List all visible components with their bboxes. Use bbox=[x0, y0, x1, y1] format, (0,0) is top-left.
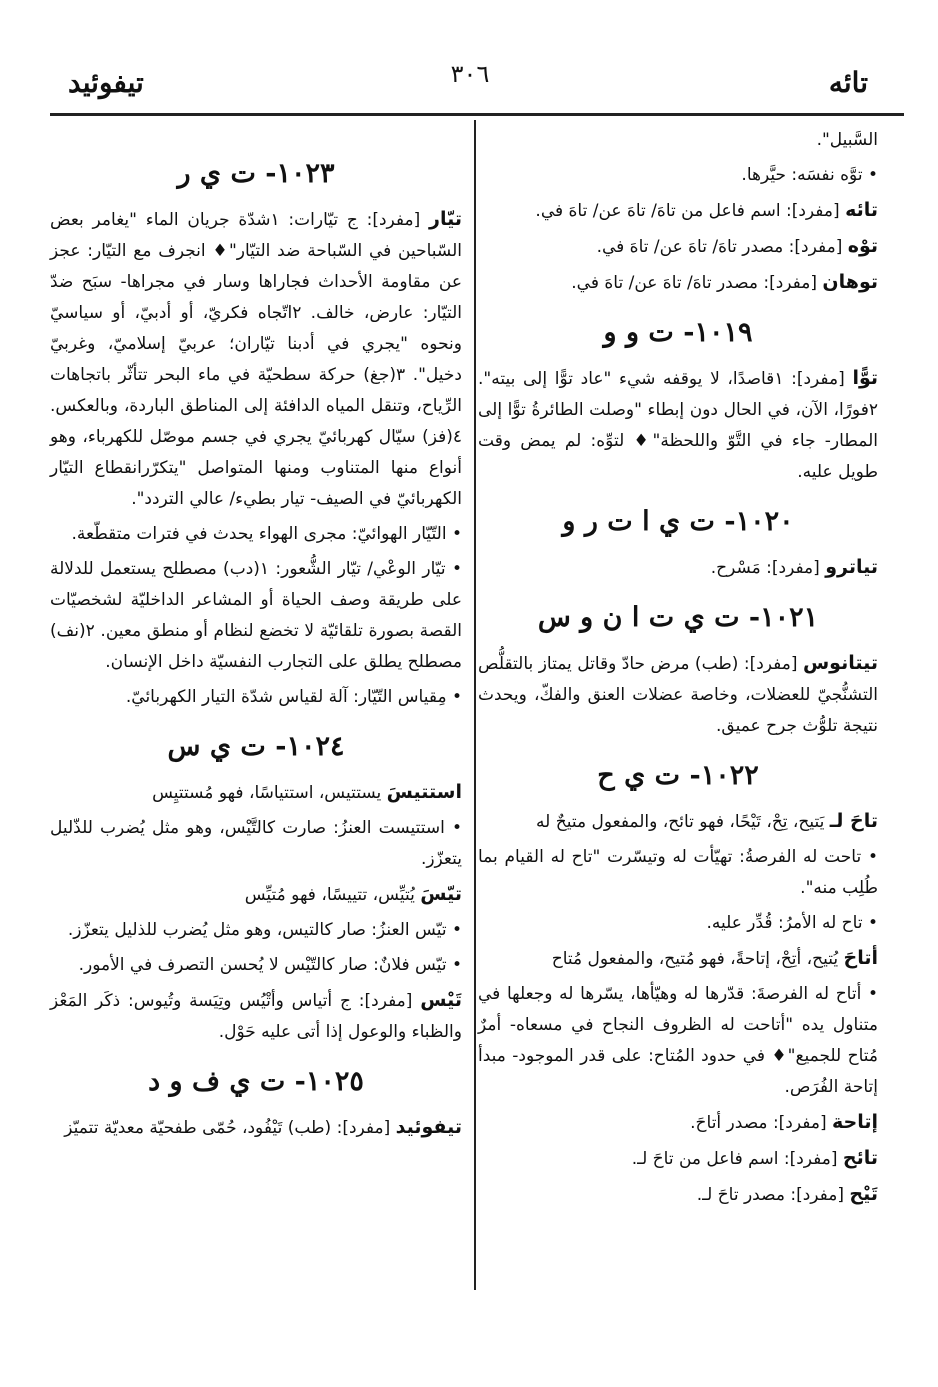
headword: إتاحة bbox=[832, 1111, 878, 1133]
definition-text: [مفرد]: مصدر أتاحَ. bbox=[690, 1113, 832, 1133]
root-section-heading: ١٠٢٣- ت ي ر bbox=[177, 158, 335, 189]
dictionary-entry bbox=[478, 363, 878, 488]
dictionary-entry bbox=[478, 1143, 878, 1175]
headword: توًّا bbox=[852, 367, 878, 389]
dictionary-entry bbox=[50, 879, 462, 911]
root-section-heading: ١٠٢٢- ت ي ح bbox=[597, 760, 759, 791]
sub-entry bbox=[478, 979, 878, 1103]
dictionary-entry bbox=[478, 125, 878, 156]
dictionary-entry bbox=[478, 231, 878, 263]
dictionary-entry bbox=[478, 806, 878, 838]
header-left-word: تيفوئيد bbox=[68, 66, 144, 99]
root-section-heading: ١٠٢٥- ت ي ف و د bbox=[148, 1066, 364, 1097]
root-section-heading: ١٠٢١- ت ي ت ا ن و س bbox=[537, 602, 819, 633]
definition-text: مِقياس التّيّار: آلة لقياس شدّة التيار الكهربائيّ. bbox=[125, 687, 447, 707]
header-right-word: تائه bbox=[828, 66, 868, 99]
definition-text: [مفرد]: (طب) تَيْفُود، حُمّى طفحيّة معديّة تتميّز bbox=[64, 1118, 396, 1138]
definition-text: تاحت له الفرصةُ: تهيّأت له وتيسّرت "تاح له القيام بما طُلِب منه". bbox=[478, 847, 878, 898]
headword: تيتانوس bbox=[802, 652, 878, 674]
headword: تياترو bbox=[825, 556, 878, 578]
sub-entry bbox=[50, 813, 462, 875]
definition-text: [مفرد]: مصدر تاحَ لـ. bbox=[696, 1185, 850, 1205]
dictionary-entry bbox=[478, 195, 878, 227]
headword: تاحَ لـ bbox=[829, 810, 878, 832]
dictionary-entry bbox=[50, 777, 462, 809]
header-rule bbox=[50, 113, 904, 116]
dictionary-entry bbox=[478, 648, 878, 742]
definition-text: يَتيح، تِحْ، تَيْحًا، فهو تائح، والمفعول متيحٌ له bbox=[536, 812, 830, 832]
definition-text: [مفرد]: (طب) مرض حادّ وقاتل يمتاز بالتقلُّص التشنُّجيّ للعضلات، وخاصة عضلات العنق والفكّ، ويحدث نتيجة تلوُّث جرح عميق. bbox=[478, 654, 878, 736]
definition-text: [مفرد]: ج أتياس وأتْيُس وتِيَسة وتُيوس: ذكَر المَعْز والظباء والوعول إذا أتى عليه حَوْل. bbox=[50, 991, 462, 1042]
dictionary-entry bbox=[50, 985, 462, 1048]
headword: تيّسَ bbox=[420, 883, 462, 905]
definition-text: [مفرد]: مصدر تاهَ/ تاهَ عن/ تاهَ في. bbox=[596, 237, 848, 257]
root-section-heading: ١٠١٩- ت و و bbox=[603, 317, 753, 348]
sub-entry bbox=[50, 554, 462, 678]
headword: تائح bbox=[842, 1147, 878, 1169]
definition-text: توَّه نفسَه: حيَّرها. bbox=[741, 165, 863, 185]
definition-text: [مفرد]: ج تيّارات: ١شدّة جريان الماء "يغامر بعض السّباحين في السّباحة ضد التيّار"♦ انجرف مع التيّار: عجز عن مقاومة الأحداث فجاراها وسار في مجراها- سبَح ضدّ التيّار: عارض، خالف. ٢اتّجاه فكريّ، أو أدبيّ، أو سياسيّ ونحوه "يجري في أدبنا تيّاران؛ عربيّ إسلاميّ، وغربيّ دخيل". ٣(جغ) حركة سطحيّة في ماء البحر تتأثّر باتجاهات الرِّياح، وتنقل المياه الدافئة إلى المناطق الباردة، وبالعكس. ٤(فز) سيّال كهربائيّ يجري في جسم موصّل للكهرباء، وهو أنواع منها المتناوب ومنها المتواصل "يتكرّرانقطاع التيّار الكهربائيّ في الصيف- تيار بطيء/ عالي التردد". bbox=[50, 210, 462, 509]
headword: تيّار bbox=[429, 208, 462, 230]
definition-text: تيّس العنزُ: صار كالتيس، وهو مثل يُضرب للذليل يتعزّز. bbox=[67, 920, 447, 940]
root-section-heading: ١٠٢٠- ت ي ا ت ر و bbox=[562, 506, 794, 537]
headword: تيفوئيد bbox=[395, 1116, 462, 1138]
definition-text: يستتيس، استتياسًا، فهو مُستتيِس bbox=[152, 783, 387, 803]
page-number: ٣٠٦ bbox=[450, 60, 490, 88]
definition-text: التّيّار الهوائيّ: مجرى الهواء يحدث في فترات متقطّعة. bbox=[71, 524, 447, 544]
right-column bbox=[478, 125, 878, 1211]
headword: أتاحَ bbox=[843, 947, 878, 969]
headword: تائه bbox=[845, 199, 878, 221]
dictionary-entry bbox=[478, 943, 878, 975]
definition-text: يُتيِّس، تتييسًا، فهو مُتيِّس bbox=[244, 885, 421, 905]
dictionary-entry bbox=[478, 552, 878, 584]
definition-text: استتيست العنزُ: صارت كالتَّيْس، وهو مثل يُضرب للذّليل يتعزّز. bbox=[50, 818, 462, 869]
sub-entry bbox=[50, 682, 462, 713]
definition-text: يُتيح، أتِحْ، إتاحةً، فهو مُتيح، والمفعول مُتاح bbox=[551, 949, 844, 969]
definition-text: [مفرد]: اسم فاعل من تاحَ لـ. bbox=[631, 1149, 843, 1169]
sub-entry bbox=[478, 908, 878, 939]
headword: تَيْح bbox=[849, 1183, 878, 1205]
sub-entry bbox=[50, 915, 462, 946]
definition-text: [مفرد]: مصدر تاهَ/ تاهَ عن/ تاهَ في. bbox=[571, 273, 823, 293]
definition-text: [مفرد]: مَسْرح. bbox=[710, 558, 826, 578]
headword: توْه bbox=[847, 235, 878, 257]
sub-entry bbox=[50, 519, 462, 550]
headword: استتيسَ bbox=[386, 781, 462, 803]
dictionary-entry bbox=[50, 1112, 462, 1144]
definition-text: تاح له الأمرُ: قُدِّر عليه. bbox=[706, 913, 863, 933]
column-divider bbox=[474, 120, 476, 1290]
dictionary-entry bbox=[478, 267, 878, 299]
dictionary-entry bbox=[478, 1107, 878, 1139]
headword: توهان bbox=[822, 271, 878, 293]
dictionary-entry bbox=[50, 204, 462, 515]
root-section-heading: ١٠٢٤- ت ي س bbox=[167, 731, 345, 762]
headword: تَيْس bbox=[420, 989, 462, 1011]
definition-text: تيّار الوعْي/ تيّار الشُّعور: ١(دب) مصطلح يستعمل للدلالة على طريقة وصف الحياة أو المشاعر الداخليّة لشخصيّات القصة بصورة تلقائيّة لا تخضع لنظام أو منطق معين. ٢(نف) مصطلح يطلق على التجارب النفسيّة داخل الإنسان. bbox=[50, 559, 462, 672]
left-column bbox=[50, 140, 462, 1144]
definition-text: السَّبيل". bbox=[816, 130, 878, 150]
sub-entry bbox=[478, 842, 878, 904]
sub-entry bbox=[478, 160, 878, 191]
definition-text: [مفرد]: اسم فاعل من تاهَ/ تاهَ عن/ تاهَ في. bbox=[535, 201, 846, 221]
dictionary-entry bbox=[478, 1179, 878, 1211]
definition-text: [مفرد]: ١قاصدًا، لا يوقفه شيء "عاد توًّا إلى بيته". ٢فورًا، الآن، في الحال دون إبطاء "وصلت الطائرةُ توًّا إلى المطار- جاء في التَّوّ واللحظة"♦ لتوِّه: لم يمض وقت طويل عليه. bbox=[478, 369, 878, 482]
sub-entry bbox=[50, 950, 462, 981]
definition-text: أتاح له الفرصةَ: قدّرها له وهيّأها، يسّرها له وجعلها في متناول يده "أتاحت له الظروف النجاح في مسعاه- أمرٌ مُتاح للجميع"♦ في حدود المُتاح: على قدر الموجود- مبدأ إتاحة الفُرَص. bbox=[478, 984, 878, 1097]
definition-text: تيّس فلانٌ: صار كالتّيْس لا يُحسن التصرف في الأمور. bbox=[78, 955, 447, 975]
